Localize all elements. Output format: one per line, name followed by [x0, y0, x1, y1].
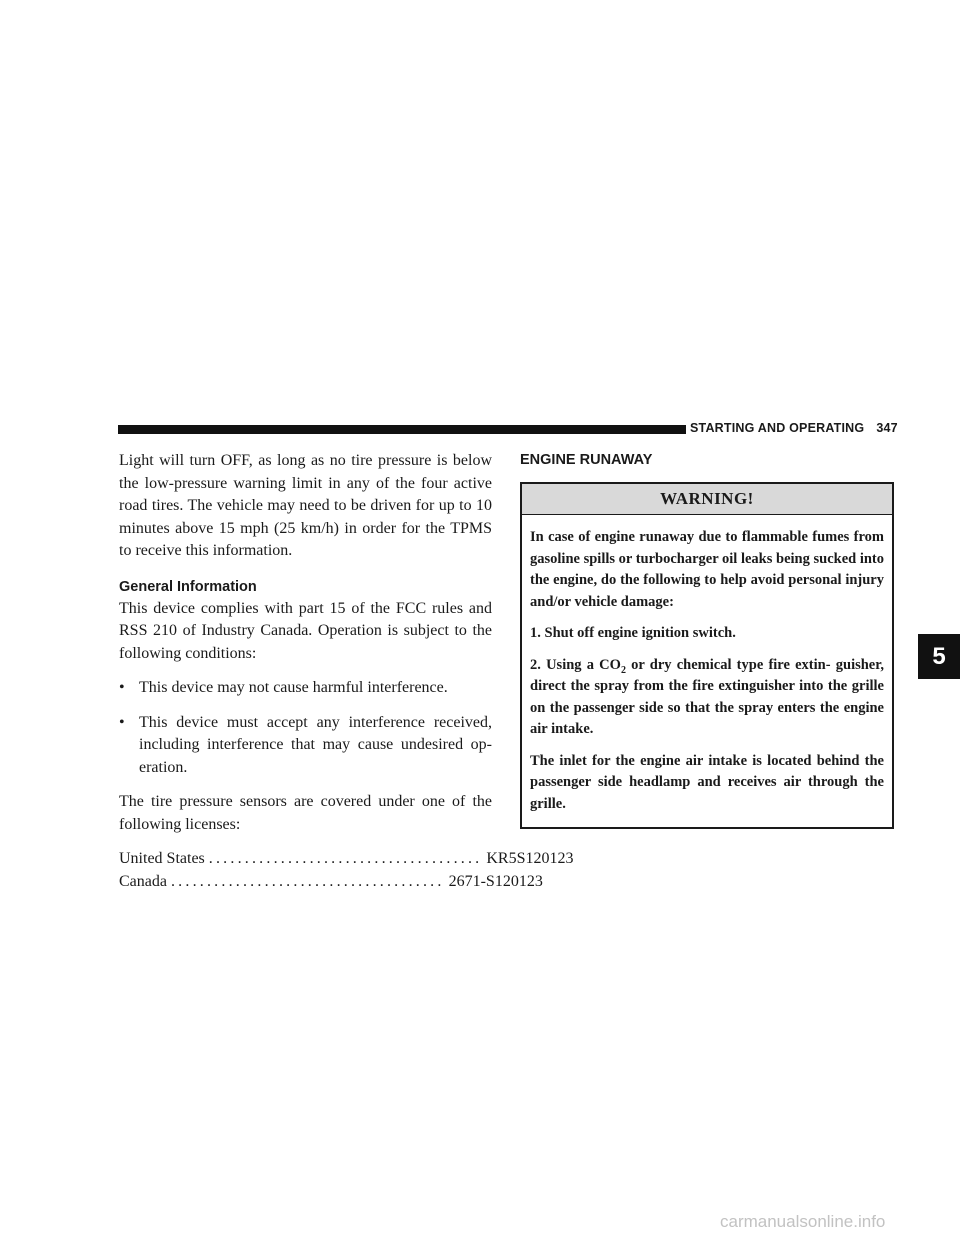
chapter-tab: 5 — [918, 634, 960, 679]
tpms-paragraph: Light will turn OFF, as long as no tire pressure is below the low-pressure warning limit in any of the four active road tires. The vehicle may need to be driven for up to 10 minutes above 15 mph (25 km/h) in order for the TPMS to receive this information. — [119, 452, 492, 559]
running-header — [690, 421, 898, 435]
right-column — [520, 450, 898, 829]
warning-step-2: 2. Using a $CO_2$ or dry chemical type fire extin- guisher, direct the spray from the fire extinguisher into the grille on the passenger side so that the spray enters the engine air intake. — [530, 656, 884, 737]
warning-inlet-note: The inlet for the engine air intake is located behind the passenger side headlamp and receives air through the grille. — [530, 752, 884, 812]
engine-runaway-heading: ENGINE RUNAWAY — [520, 452, 653, 468]
warning-body — [522, 515, 892, 827]
warning-title: WARNING! — [522, 484, 892, 515]
licenses-paragraph: The tire pressure sensors are covered under one of the following licenses: — [119, 793, 492, 833]
license-country: Canada — [119, 872, 167, 890]
license-row-canada — [119, 871, 543, 894]
warning-box — [520, 482, 894, 829]
general-information-heading: General Information — [119, 578, 257, 595]
list-item: • This device may not cause harmful interference. — [119, 677, 492, 700]
section-name: STARTING AND OPERATING — [690, 421, 865, 435]
bullet-icon: • — [119, 679, 125, 696]
warning-step-1: 1. Shut off engine ignition switch. — [530, 625, 736, 641]
license-row-us — [119, 848, 574, 871]
warning-intro: In case of engine runaway due to flammable fumes from gasoline spills or turbocharger oil leaks being sucked into the engine, do the following to help avoid personal injury and/or vehicle damage: — [530, 529, 884, 610]
dot-leader: ...................................... — [208, 850, 483, 867]
page-number: 347 — [876, 421, 898, 435]
license-id: KR5S120123 — [486, 850, 574, 867]
dot-leader: ...................................... — [170, 872, 445, 890]
license-country: United States — [119, 850, 205, 867]
watermark: carmanualsonline.info — [720, 1212, 886, 1231]
license-id: 2671-S120123 — [448, 872, 543, 890]
fcc-paragraph: This device complies with part 15 of the FCC rules and RSS 210 of Industry Canada. Operation is subject to the following conditions: — [119, 599, 492, 662]
license-table — [119, 848, 574, 893]
left-column — [119, 450, 574, 893]
list-item: • This device must accept any interference received, including interference that may cause undesired op- eration. — [119, 713, 492, 776]
conditions-list — [119, 677, 492, 779]
bullet-icon: • — [119, 713, 125, 731]
header-rule — [118, 425, 686, 434]
